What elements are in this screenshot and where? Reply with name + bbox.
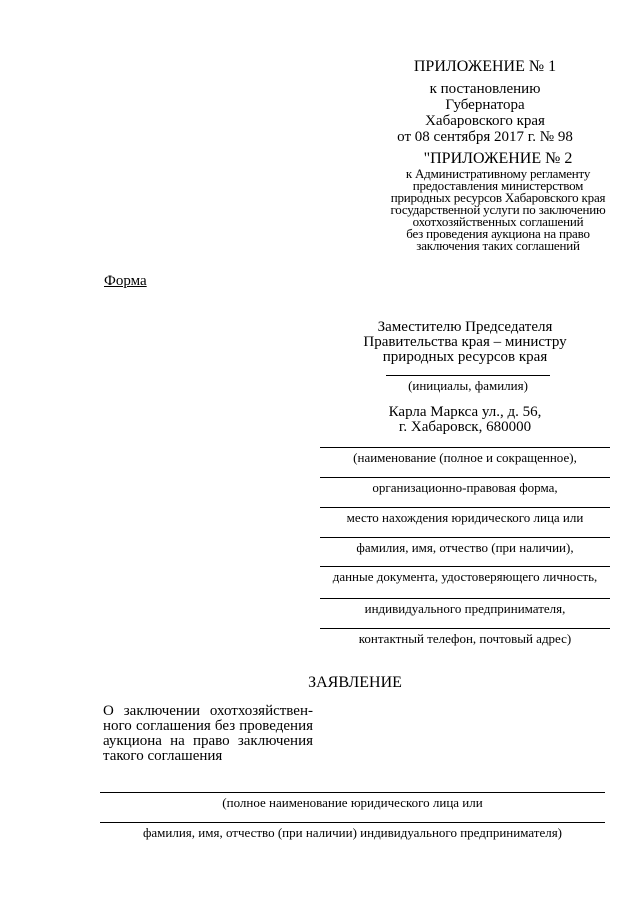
appendix-2-line: к Административному регламенту [405,166,591,181]
applicant-field-line [320,628,610,629]
applicant-field-line [320,507,610,508]
applicant-field-label: (наименование (полное и сокращенное), [353,450,577,465]
appendix-1-line: Хабаровского края [425,113,545,129]
applicant-field-line [320,447,610,448]
appendix-1-line: к постановлению [429,81,541,97]
appendix-2-line: государственной услуги по заключению [390,202,606,217]
addressee-line: Правительства края – министру [363,334,567,350]
form-label: Форма [104,273,147,289]
addressee-line: природных ресурсов края [382,349,548,365]
bottom-field-line [100,792,605,793]
address-line: г. Хабаровск, 680000 [398,419,532,435]
applicant-field-label: место нахождения юридического лица или [346,510,584,525]
initials-blank-line [386,375,550,376]
applicant-field-line [320,566,610,567]
appendix-2-line: охотхозяйственных соглашений [412,214,584,229]
applicant-field-line [320,477,610,478]
initials-label: (инициалы, фамилия) [408,378,528,393]
applicant-field-line [320,537,610,538]
appendix-2-line: предоставления министерством [412,178,584,193]
appendix-2-line: природных ресурсов Хабаровского края [390,190,606,205]
appendix-2-line: без проведения аукциона на право [406,226,590,241]
bottom-field-line [100,822,605,823]
appendix-2-title: "ПРИЛОЖЕНИЕ № 2 [423,150,573,167]
applicant-field-label: организационно-правовая форма, [372,480,558,495]
applicant-field-line [320,598,610,599]
statement-title: ЗАЯВЛЕНИЕ [308,674,402,691]
addressee-line: Заместителю Председателя [377,319,553,335]
appendix-1-line: Губернатора [445,97,525,113]
address-line: Карла Маркса ул., д. 56, [388,404,542,420]
applicant-field-label: фамилия, имя, отчество (при наличии), [356,540,574,555]
applicant-field-label: контактный телефон, почтовый адрес) [358,631,572,646]
applicant-field-label: данные документа, удостоверяющего личность, [332,569,598,584]
bottom-field-label: (полное наименование юридического лица или [222,795,483,810]
statement-subject: О заключении охотхозяйствен-ного соглашения без проведения аукциона на право заключения такого соглашения [103,703,313,764]
applicant-field-label: индивидуального предпринимателя, [364,601,566,616]
bottom-field-label: фамилия, имя, отчество (при наличии) индивидуального предпринимателя) [142,825,563,840]
appendix-1-line: от 08 сентября 2017 г. № 98 [397,129,573,145]
appendix-1-title: ПРИЛОЖЕНИЕ № 1 [413,58,557,75]
appendix-2-line: заключения таких соглашений [416,238,580,253]
